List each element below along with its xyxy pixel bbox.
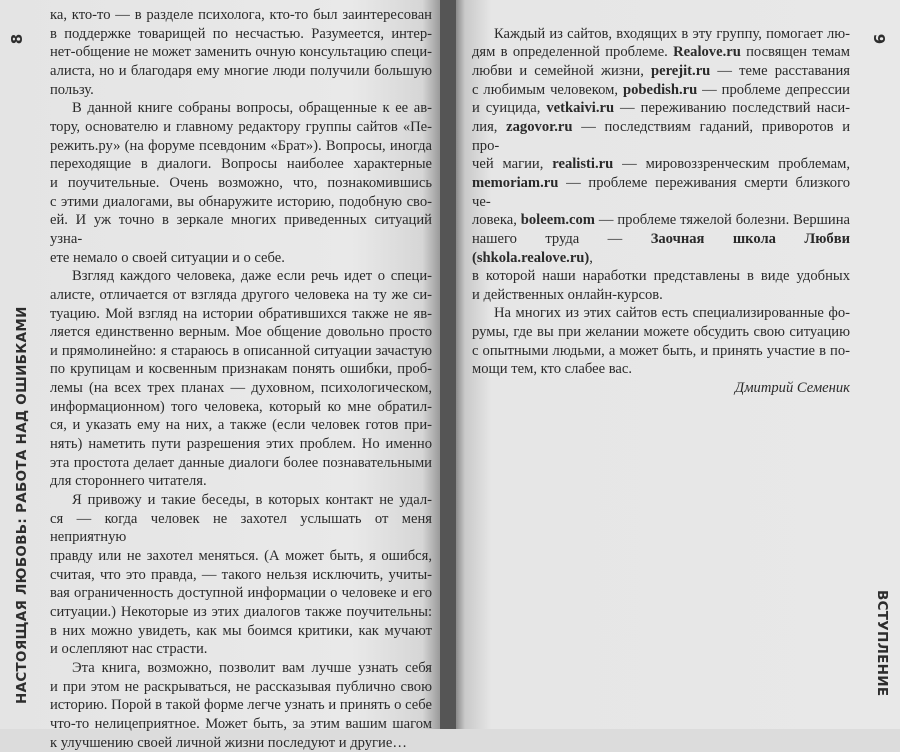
right-page-text: [472, 6, 850, 398]
text-line: и поучительные. Очень возможно, что, познакомившись: [50, 174, 432, 191]
text-line: считая, что это правда, — такого нельзя исключить, учиты-: [50, 566, 432, 583]
text-line: с опытными людьми, а может быть, и принять участие в по-: [472, 342, 850, 359]
text-line: ей. И уж точно в зеркале многих приведенных ситуаций узна-: [50, 212, 432, 247]
left-page: [0, 0, 440, 751]
text-line: и прямолинейно: я стараюсь в описанной ситуации зачастую: [50, 342, 432, 359]
text-line: ка, кто-то — в разделе психолога, кто-то был заинтересован: [50, 7, 432, 23]
text-line: ся — когда человек не захотел услышать от меня неприятную: [50, 510, 432, 546]
text-line: нет-общение не может заменить очную консультацию специ-: [50, 44, 432, 61]
text-line: тору, основателю и главному редактору группы сайтов «Пе-: [50, 118, 432, 135]
text-line: лемы (на всех трех планах — духовном, психологическом,: [50, 380, 432, 397]
right-page: [456, 0, 900, 729]
text-line: вая ограниченность доступной информации о человеке и его: [50, 585, 432, 602]
text-line: Я привожу и такие беседы, в которых контакт не удал-: [72, 492, 432, 509]
text-line: На многих из этих сайтов есть специализированные фо-: [494, 305, 850, 322]
book-gutter: [440, 0, 456, 729]
text-line: Каждый из сайтов, входящих в эту группу, помогает лю-: [494, 25, 850, 42]
text-line: алиста, но и благодаря ему многие люди получили большую: [50, 62, 432, 79]
text-line: к улучшению своей личной жизни последуют и другие…: [50, 734, 407, 751]
text-line: для стороннего читателя.: [50, 473, 207, 490]
text-line: информационном) того человека, который ко мне обратил-: [50, 398, 432, 415]
text-line: Эта книга, возможно, позволит вам лучше узнать себя: [72, 659, 432, 676]
text-line: и при этом не раскрываться, не рассказывая публично свою: [50, 678, 432, 695]
text-line: и действенных онлайн-курсов.: [472, 286, 663, 303]
text-line: ете немало о своей ситуации и о себе.: [50, 249, 285, 266]
text-line: ся, и указать ему на них, а также (если человек готов при-: [50, 417, 432, 434]
left-page-text: [50, 6, 432, 752]
text-line: нять) наметить пути разрешения этих проблем. Но именно: [50, 436, 432, 453]
text-line: историю. Порой в такой форме легче узнать и принять о себе: [50, 697, 432, 714]
right-page-number: 9: [870, 33, 889, 45]
text-line: переходящие в диалоги. Вопросы наиболее характерные: [50, 156, 432, 173]
text-line: ловека, boleem.com — проблеме тяжелой болезни. Вершина: [472, 212, 850, 229]
text-line: эта простота делает данные диалоги более познавательными: [50, 454, 432, 471]
text-line: что-то нелицеприятное. Может быть, за этим вашим шагом: [50, 715, 432, 732]
text-line: чей магии, realisti.ru — мировоззренческим проблемам,: [472, 156, 850, 173]
text-line: правду или не захотел меняться. (А может быть, я ошибся,: [50, 548, 432, 565]
text-line: В данной книге собраны вопросы, обращенные к ее ав-: [72, 100, 432, 117]
text-line: ляется единственно верным. Мое общение довольно просто: [50, 324, 432, 341]
text-line: с любимым человеком, pobedish.ru — проблеме депрессии: [472, 81, 850, 98]
text-line: memoriam.ru — проблеме переживания смерти близкого че-: [472, 174, 850, 210]
text-line: лия, zagovor.ru — последствиям гаданий, приворотов и про-: [472, 118, 851, 154]
text-line: нашего труда — Заочная школа Любви (shkola.realove.ru),: [472, 230, 850, 266]
text-line: туацию. Мой взгляд на истории обратившихся также не яв-: [50, 305, 432, 322]
author-signature: Дмитрий Семеник: [734, 380, 850, 397]
text-line: дям в определенной проблеме. Realove.ru посвящен темам: [472, 44, 850, 61]
text-line: и ослепляют нас страсти.: [50, 641, 208, 658]
text-line: в которой наши наработки представлены в виде удобных: [472, 268, 850, 285]
text-line: Взгляд каждого человека, даже если речь идет о специ-: [72, 268, 432, 285]
text-line: режить.ру» (на форуме псевдоним «Брат»). Вопросы, иногда: [50, 137, 432, 154]
right-running-head: ВСТУПЛЕНИЕ: [874, 590, 890, 697]
text-line: мощи тем, кто слабее вас.: [472, 361, 633, 378]
left-running-head: НАСТОЯЩАЯ ЛЮБОВЬ: РАБОТА НАД ОШИБКАМИ: [14, 306, 30, 704]
text-line: в поддержке товарищей по несчастью. Разумеется, интер-: [50, 25, 432, 42]
text-line: румы, где вы при желании можете обсудить свою ситуацию: [472, 324, 850, 341]
text-line: алисте, отличается от взгляда другого человека на ту же си-: [50, 286, 432, 303]
section-separator: [472, 6, 850, 25]
text-line: с этими диалогами, вы обнаружите историю, подобную сво-: [50, 193, 432, 210]
text-line: любви и семейной жизни, perejit.ru — теме расставания: [472, 62, 850, 79]
text-line: пользу.: [50, 81, 94, 98]
text-line: в них можно увидеть, как мы боимся критики, как мучают: [50, 622, 432, 639]
text-line: по крупицам и косвенным признакам понять ошибки, проб-: [50, 361, 432, 378]
text-line: и суицида, vetkaivi.ru — переживанию последствий наси-: [472, 100, 850, 117]
text-line: ситуации.) Некоторые из этих диалогов также поучительны:: [50, 604, 432, 620]
left-page-number: 8: [8, 33, 27, 45]
